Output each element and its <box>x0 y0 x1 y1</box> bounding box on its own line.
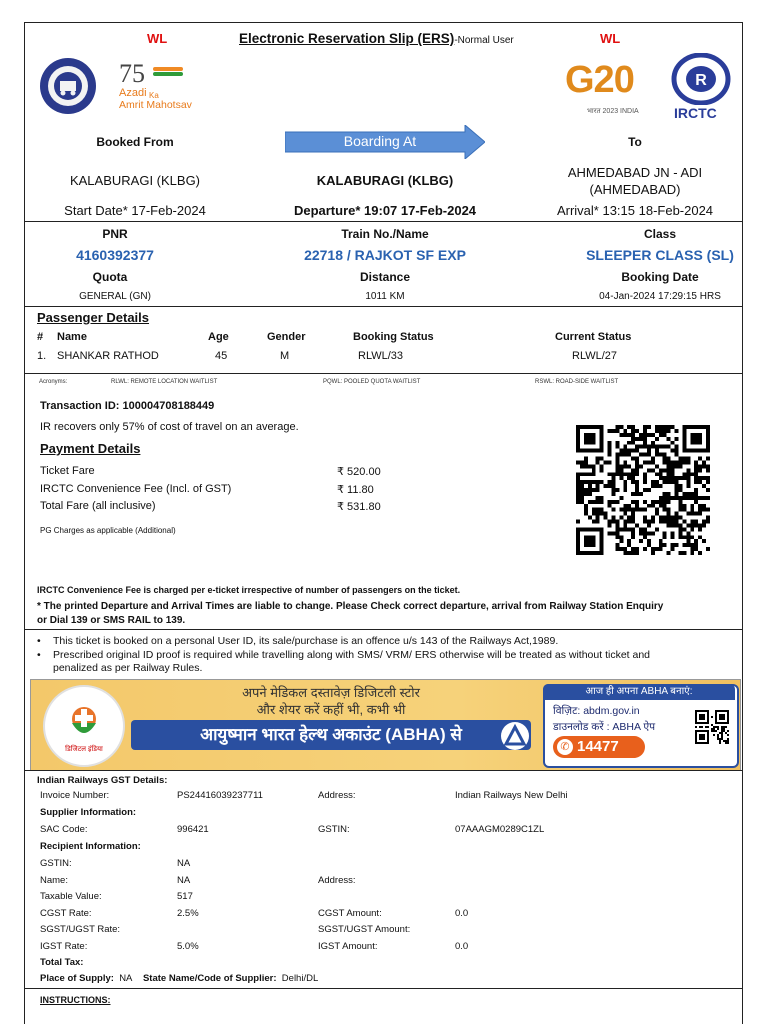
supplier-gstin-label: GSTIN: <box>318 824 350 835</box>
waitlist-status-right: WL <box>600 31 621 46</box>
sac-value: 996421 <box>177 824 209 835</box>
transaction-id: Transaction ID: 100004708188449 <box>40 400 215 412</box>
taxable-value: 517 <box>177 891 193 902</box>
recipient-gstin-label: GSTIN: <box>40 858 72 869</box>
passenger-gender: M <box>280 350 290 362</box>
taxable-value-label: Taxable Value: <box>40 891 102 902</box>
invoice-value: PS24416039237711 <box>177 790 263 801</box>
ticket-fare-value: ₹ 520.00 <box>337 466 381 478</box>
list-item: • This ticket is booked on a personal User ID, its sale/purchase is an offence u/s 143 of the Railways Act,1989. <box>37 635 559 647</box>
supplier-info-title: Supplier Information: <box>40 807 137 818</box>
abha-qr-icon <box>695 710 729 744</box>
banner-tagline: अपने मेडिकल दस्तावेज़ डिजिटली स्टोर और शेयर करें कहीं भी, कभी भी <box>242 685 420 717</box>
pg-charges-note: PG Charges as applicable (Additional) <box>40 526 176 535</box>
acronym-pqwl: PQWL: POOLED QUOTA WAITLIST <box>323 379 421 385</box>
from-station: KALABURAGI (KLBG) <box>69 173 201 188</box>
abha-banner[interactable] <box>30 679 741 771</box>
cgst-rate-label: CGST Rate: <box>40 908 92 919</box>
divider <box>25 629 742 630</box>
azadi-mahotsav-logo: 75 Azadi Ka Amrit Mahotsav <box>119 59 192 111</box>
recipient-address-label: Address: <box>318 875 356 886</box>
total-fare-label: Total Fare (all inclusive) <box>40 500 156 512</box>
svg-text:R: R <box>695 72 707 89</box>
supplier-address-value: Indian Railways New Delhi <box>455 790 568 801</box>
to-label: To <box>628 135 642 149</box>
recipient-name-value: NA <box>177 875 191 886</box>
acronym-rlwl: RLWL: REMOTE LOCATION WAITLIST <box>111 379 218 385</box>
passenger-booking-status: RLWL/33 <box>358 350 404 362</box>
abha-signup-title: आज ही अपना ABHA बनाएं: <box>543 684 735 700</box>
place-of-supply: Place of Supply: NA State Name/Code of Supplier: Delhi/DL <box>40 973 319 984</box>
passenger-header-num: # <box>37 331 44 343</box>
supplier-address-label: Address: <box>318 790 356 801</box>
recipient-info-title: Recipient Information: <box>40 841 141 852</box>
qr-code <box>575 425 711 555</box>
convenience-fee-label: IRCTC Convenience Fee (Incl. of GST) <box>40 483 232 495</box>
g20-logo: G20 भारत 2023 INDIA <box>565 59 639 115</box>
passenger-num: 1. <box>37 350 47 362</box>
class-value: SLEEPER CLASS (SL) <box>586 247 734 263</box>
boarding-station: KALABURAGI (KLBG) <box>316 173 454 188</box>
invoice-label: Invoice Number: <box>40 790 110 801</box>
ers-page <box>24 22 743 1024</box>
booking-date-label: Booking Date <box>621 270 699 284</box>
igst-rate-label: IGST Rate: <box>40 941 88 952</box>
timing-disclaimer: * The printed Departure and Arrival Times are liable to change. Please Check correct departure, arrival from Railway Station Enquiry or Dial 139 or SMS RAIL to 139. <box>37 601 664 626</box>
divider <box>25 988 742 989</box>
igst-amount-label: IGST Amount: <box>318 941 378 952</box>
payment-section-title: Payment Details <box>40 441 141 456</box>
divider <box>25 770 742 771</box>
sgst-rate-label: SGST/UGST Rate: <box>40 924 121 935</box>
total-fare-value: ₹ 531.80 <box>337 501 381 513</box>
ir-recovery-note: IR recovers only 57% of cost of travel on an average. <box>40 421 299 433</box>
total-tax-label: Total Tax: <box>40 957 84 968</box>
nha-icon <box>501 722 529 750</box>
divider <box>25 221 742 222</box>
boarding-arrow: Boarding At <box>285 125 485 159</box>
acronym-rswl: RSWL: ROAD-SIDE WAITLIST <box>535 379 619 385</box>
passenger-name: SHANKAR RATHOD <box>57 350 159 362</box>
cgst-amount-label: CGST Amount: <box>318 908 382 919</box>
cgst-rate-value: 2.5% <box>177 908 199 919</box>
abha-signup-box[interactable] <box>543 684 739 768</box>
irctc-logo: R IRCTC <box>670 53 732 125</box>
cgst-amount-value: 0.0 <box>455 908 469 919</box>
ticket-rules-list <box>37 635 737 676</box>
waitlist-status-left: WL <box>147 31 168 46</box>
distance-label: Distance <box>359 270 411 284</box>
gst-title: Indian Railways GST Details: <box>37 775 168 786</box>
pnr-label: PNR <box>102 227 128 241</box>
distance-value: 1011 KM <box>365 291 405 302</box>
passenger-age: 45 <box>215 350 228 362</box>
passenger-current-status: RLWL/27 <box>572 350 618 362</box>
passenger-section-title: Passenger Details <box>37 310 150 325</box>
igst-rate-value: 5.0% <box>177 941 199 952</box>
convenience-fee-note: IRCTC Convenience Fee is charged per e-ticket irrespective of number of passengers on the ticket. <box>37 585 461 595</box>
passenger-header-current-status: Current Status <box>555 331 632 343</box>
recipient-gstin-value: NA <box>177 858 191 869</box>
start-date: Start Date* 17-Feb-2024 <box>64 203 206 218</box>
supplier-gstin-value: 07AAAGM0289C1ZL <box>455 824 545 835</box>
phone-icon: ✆ <box>557 739 573 755</box>
departure-time: Departure* 19:07 17-Feb-2024 <box>293 203 477 218</box>
abha-website[interactable]: विज़िट: abdm.gov.in <box>553 705 640 717</box>
pnr-value: 4160392377 <box>76 247 154 263</box>
list-item: • Prescribed original ID proof is required while travelling along with SMS/ VRM/ ERS otherwise will be treated as without ticket and penalized as per Railway Rules. <box>37 648 651 674</box>
recipient-name-label: Name: <box>40 875 68 886</box>
divider <box>25 306 742 307</box>
abha-helpline[interactable]: ✆ 14477 <box>553 736 645 758</box>
sgst-amount-label: SGST/UGST Amount: <box>318 924 411 935</box>
booked-from-label: Booked From <box>96 135 174 149</box>
ticket-fare-label: Ticket Fare <box>40 465 95 477</box>
passenger-header-age: Age <box>208 331 229 343</box>
quota-value: GENERAL (GN) <box>79 291 151 302</box>
class-label: Class <box>643 227 677 241</box>
abha-app-download[interactable]: डाउनलोड करें : ABHA ऐप <box>553 721 656 733</box>
banner-main-title: आयुष्मान भारत हेल्थ अकाउंट (ABHA) से <box>131 720 531 750</box>
train-label: Train No./Name <box>341 227 429 241</box>
arrival-time: Arrival* 13:15 18-Feb-2024 <box>556 203 714 218</box>
sac-label: SAC Code: <box>40 824 88 835</box>
train-value: 22718 / RAJKOT SF EXP <box>304 247 466 263</box>
divider <box>25 373 742 374</box>
page-title: Electronic Reservation Slip (ERS)-Normal User <box>239 31 514 46</box>
ayushman-bharat-logo: डिजिटल इंडिया <box>43 685 125 767</box>
indian-railways-logo <box>39 57 97 115</box>
passenger-header-booking-status: Booking Status <box>353 331 434 343</box>
instructions-label: INSTRUCTIONS: <box>40 995 111 1005</box>
quota-label: Quota <box>92 270 128 284</box>
booking-date-value: 04-Jan-2024 17:29:15 HRS <box>599 291 721 302</box>
to-station: AHMEDABAD JN - ADI (AHMEDABAD) <box>567 165 703 197</box>
acronyms-label: Acronyms: <box>39 379 68 385</box>
convenience-fee-value: ₹ 11.80 <box>337 484 374 496</box>
passenger-header-gender: Gender <box>267 331 306 343</box>
igst-amount-value: 0.0 <box>455 941 469 952</box>
passenger-header-name: Name <box>57 331 87 343</box>
